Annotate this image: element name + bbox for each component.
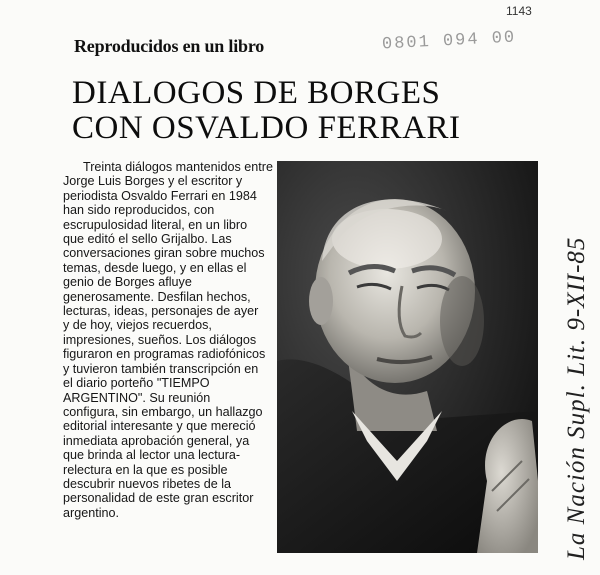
body-line: personalidad de este gran escritor — [63, 491, 254, 506]
kicker-heading: Reproducidos en un libro — [74, 36, 265, 56]
body-line: temas, desde luego, y en ellas el — [63, 260, 247, 275]
body-line: genio de Borges afluye — [63, 275, 192, 290]
body-line: el diario porteño "TIEMPO — [63, 376, 210, 391]
body-line: conversaciones giran sobre muchos — [63, 246, 265, 261]
body-line: periodista Osvaldo Ferrari en 1984 — [63, 188, 257, 203]
article-body — [63, 160, 271, 520]
archive-stamp: 0801 094 00 — [381, 28, 517, 55]
body-line: inmediata aprobación general, ya — [63, 433, 250, 448]
headline-line-2: CON OSVALDO FERRARI — [72, 110, 461, 146]
body-line: escrupulosidad literal, en un libro — [63, 217, 248, 232]
body-line: impresiones, sueños. Los diálogos — [63, 332, 257, 347]
body-line: lecturas, ideas, personajes de ayer — [63, 304, 259, 319]
body-line: descubrir nuevos ribetes de la — [63, 476, 232, 491]
body-line: relectura en la que es posible — [63, 462, 228, 477]
body-line: Jorge Luis Borges y el escritor y — [63, 174, 243, 189]
body-line: ARGENTINO". Su reunión — [63, 390, 211, 405]
body-line: y tuvieron también transcripción en — [63, 361, 259, 376]
archive-number-annotation: 1143 — [506, 4, 532, 18]
body-line: generosamente. Desfilan hechos, — [63, 289, 251, 304]
body-line: argentino. — [63, 505, 120, 520]
handwritten-source-note: La Nación Supl. Lit. 9-XII-85 — [563, 236, 590, 560]
article-headline — [72, 76, 460, 146]
body-line: que brinda al lector una lectura- — [63, 448, 241, 463]
borges-portrait-photo — [277, 161, 538, 553]
body-line: figuraron en programas radiofónicos — [63, 347, 266, 362]
body-line: configura, sin embargo, un hallazgo — [63, 404, 263, 419]
body-line: han sido reproducidos, con — [63, 203, 215, 218]
body-line: que editó el sello Grijalbo. Las — [63, 232, 232, 247]
headline-line-1: DIALOGOS DE BORGES — [72, 75, 441, 111]
body-line: y de hoy, viejos recuerdos, — [63, 318, 212, 333]
body-line: Treinta diálogos mantenidos entre — [83, 160, 273, 174]
body-line: editorial interesante y que mereció — [63, 419, 256, 434]
